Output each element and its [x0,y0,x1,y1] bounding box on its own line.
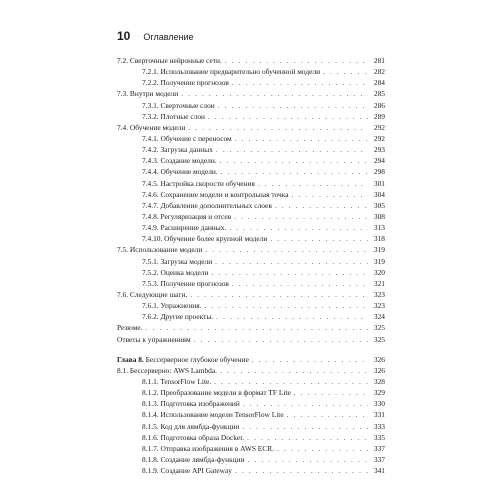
toc-entry [117,300,385,311]
dot-leader [216,144,368,155]
dot-leader [211,267,368,278]
dot-leader [292,189,369,200]
toc-page-number: 292 [373,122,385,132]
toc-entry-title: 7.2. Сверточные нейронные сети. [117,56,222,65]
toc-entry [117,200,385,211]
toc-entry [117,256,385,267]
toc-page-number: 321 [373,278,385,288]
dot-leader [225,55,368,66]
dot-leader [220,365,368,376]
chapter-label: Глава 8. [117,354,144,364]
toc-entry [117,100,385,111]
toc-entry [117,421,385,432]
dot-leader [235,133,368,144]
toc-page-number: 313 [373,223,385,233]
dot-leader [208,111,368,122]
toc-entry-title: 7.6.2. Другие проекты. [142,312,214,322]
toc-entry [117,278,385,289]
toc-entry-title: 8.1.5. Код для лямбда-функции [142,421,240,431]
toc-entry-title [117,354,249,365]
toc-entry-title: 7.5. Использование модели [117,245,203,255]
page-number: 10 [117,29,131,43]
toc-entry-title: 7.4.9. Расширение данных. [142,223,227,233]
toc-entry [117,111,385,122]
toc-page-number: 319 [373,256,385,266]
toc-entry-title: 8.1.6. Подготовка образа Docker. [142,432,245,442]
dot-leader [243,398,368,409]
toc-entry-title: 7.4.8. Регуляризация и отсев [142,211,232,221]
dot-leader [216,311,368,322]
toc-entry-title: 7.4.10. Обучение более крупной модели [142,234,268,244]
toc-page-number: 323 [373,301,385,311]
dot-leader [242,421,368,432]
toc-entry-title: 8.1.1. TensorFlow Lite. [142,376,212,386]
toc-page-number: 328 [373,376,385,386]
dot-leader [247,432,368,443]
toc-page-number: 341 [373,466,385,476]
toc-entry-title: 7.6.1. Упражнения. [142,301,202,311]
toc-entry [117,289,385,300]
toc-entry-title: 7.3.2. Плотные слои [142,111,205,121]
dot-leader [287,409,368,420]
dot-leader [190,289,368,300]
toc-page-number: 293 [373,145,385,155]
toc-page-number: 305 [373,200,385,210]
toc-entry-title: 8.1.8. Создание лямбда-функции [142,454,245,464]
toc-page-number: 281 [373,56,385,65]
dot-leader [232,278,368,289]
toc-page-number: 284 [373,78,385,88]
toc-entry-title: 7.6. Следующие шаги. [117,289,188,299]
toc-entry-title: Ответы к упражнениям [117,334,191,344]
dot-leader [294,387,368,398]
toc-entry-title: 7.3. Внутри модели [117,89,179,99]
toc-page-number: 308 [373,211,385,221]
toc-page-number: 324 [373,312,385,322]
toc-entry-title: 7.4.2. Загрузка данных [142,145,213,155]
toc-entry-title: 8.1. Бессерверно: AWS Lambda. [117,365,217,375]
toc-entry-title: 7.4.1. Обучение с переносом [142,133,232,143]
toc-entry [117,166,385,177]
toc-page-number: 337 [373,454,385,464]
toc-page-number: 319 [373,245,385,255]
toc-entry [117,365,385,376]
toc-entry-title: 8.1.3. Подготовка изображений [142,399,240,409]
dot-leader [188,122,368,133]
toc-page-number: 289 [373,111,385,121]
dot-leader [258,178,368,189]
dot-leader [218,100,368,111]
toc-entry-title: 8.1.2. Преобразование модели в формат TF Lite [142,388,291,398]
dot-leader [214,376,368,387]
dot-leader [235,465,368,476]
toc-page-number: 329 [373,388,385,398]
toc-entry-title: 7.4.5. Настройка скорости обучения [142,178,255,188]
toc-entry [117,443,385,454]
toc-page-number: 326 [373,365,385,375]
toc-entry [117,387,385,398]
toc-page-number: 331 [373,410,385,420]
toc-entry-title: 7.5.2. Оценка модели [142,267,209,277]
toc-entry [117,233,385,244]
dot-leader [248,454,368,465]
toc-page-number: 325 [373,334,385,344]
toc-entry [117,244,385,255]
toc-page-number: 325 [373,323,385,333]
toc-entry-title: 8.1.4. Использование модели TensorFlow Lite [142,410,284,420]
toc-entry-title: 7.4.4. Обучение модели. [142,167,218,177]
toc-entry-title: 8.1.7. Отправка изображения в AWS ECR. [142,443,275,453]
dot-leader [220,155,368,166]
chapter-title: Бессерверное глубокое обучение [143,354,249,364]
toc-page-number: 285 [373,89,385,99]
toc-entry [117,189,385,200]
toc-page-number: 298 [373,167,385,177]
running-title: Оглавление [143,32,194,42]
toc-entry-title: 7.2.2. Получение прогнозов [142,78,229,88]
toc-entry [117,211,385,222]
toc-entry [117,334,385,345]
dot-leader [234,211,368,222]
toc-entry-title: 7.4.7. Добавление дополнительных слоев [142,200,272,210]
dot-leader [146,322,368,333]
toc-entry [117,144,385,155]
toc-entry-title: 7.5.3. Получение прогнозов [142,278,229,288]
toc-page-number: 304 [373,189,385,199]
toc-entry [117,267,385,278]
toc-entry-title: 7.4.6. Сохранение модели и контрольная точка [142,189,289,199]
toc-entry-title: 7.4. Обучение модели [117,122,186,132]
dot-leader [215,256,368,267]
dot-leader [275,200,368,211]
toc-entry-title: 7.4.3. Создание модели. [142,156,217,166]
toc-entry [117,178,385,189]
toc-page-number: 292 [373,133,385,143]
toc-entry [117,222,385,233]
toc-entry [117,311,385,322]
dot-leader [205,244,368,255]
table-of-contents [117,55,385,476]
toc-entry [117,465,385,476]
toc-entry [117,88,385,99]
page-header [117,29,194,43]
toc-entry [117,432,385,443]
dot-leader [205,300,369,311]
toc-entry-title: 7.3.1. Сверточные слои [142,100,215,110]
toc-page-number: 335 [373,432,385,442]
dot-leader [221,166,368,177]
toc-page-number: 286 [373,100,385,110]
toc-entry [117,122,385,133]
toc-entry [117,133,385,144]
dot-leader [323,66,368,77]
toc-entry [117,376,385,387]
toc-entry [117,354,385,365]
dot-leader [277,443,368,454]
toc-entry [117,454,385,465]
toc-page-number: 318 [373,234,385,244]
toc-entry-title: Резюме. [117,323,143,333]
toc-entry-title: 8.1.9. Создание API Gateway [142,466,232,476]
toc-entry-title: 7.2.1. Использование предварительно обученной модели [142,67,321,77]
toc-entry [117,398,385,409]
toc-page-number: 330 [373,399,385,409]
toc-entry [117,77,385,88]
toc-entry [117,409,385,420]
toc-page-number: 333 [373,421,385,431]
toc-page-number: 337 [373,443,385,453]
dot-leader [194,334,368,345]
toc-entry-title: 7.5.1. Загрузка модели [142,256,213,266]
toc-page-number: 323 [373,289,385,299]
toc-page-number: 301 [373,178,385,188]
toc-entry [117,322,385,333]
toc-page-number: 294 [373,156,385,166]
dot-leader [232,77,368,88]
toc-entry [117,55,385,66]
toc-entry [117,155,385,166]
dot-leader [229,222,368,233]
dot-leader [181,88,368,99]
dot-leader [252,354,368,365]
toc-page-number: 320 [373,267,385,277]
dot-leader [270,233,368,244]
toc-page-number: 326 [373,354,385,364]
toc-entry [117,66,385,77]
toc-page-number: 282 [373,67,385,77]
